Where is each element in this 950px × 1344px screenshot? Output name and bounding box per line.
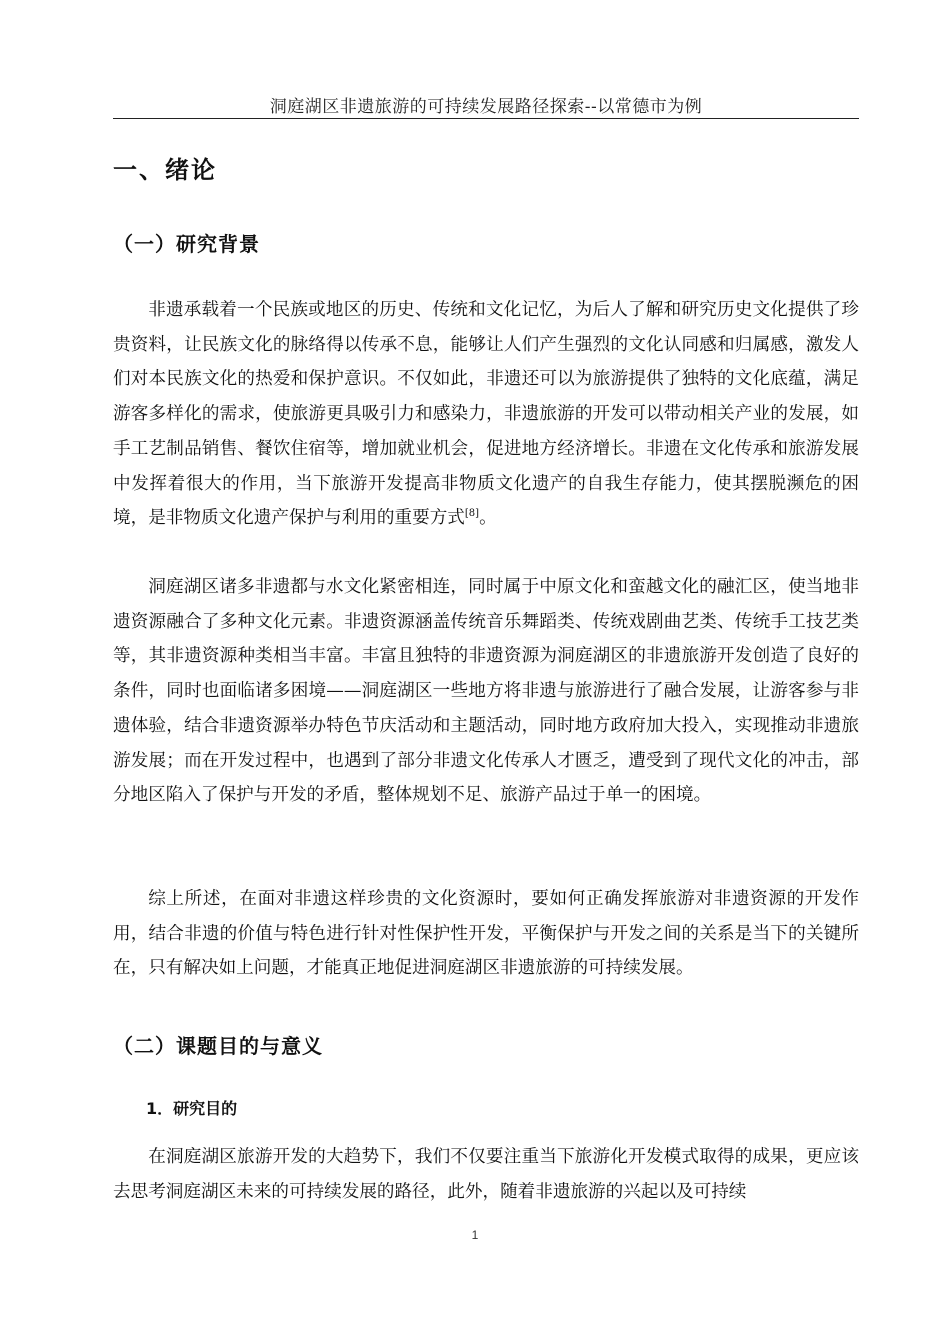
paragraph-background-3: [113, 882, 859, 986]
paragraph-research-purpose-1: [113, 1140, 859, 1209]
page-number: 1: [471, 1228, 479, 1242]
paragraph-text: 综上所述，在面对非遗这样珍贵的文化资源时，要如何正确发挥旅游对非遗资源的开发作用，结合非遗的价值与特色进行针对性保护性开发，平衡保护与开发之间的关系是当下的关键所在，只有解决如上问题，才能真正地促进洞庭湖区非遗旅游的可持续发展。: [113, 889, 859, 979]
paragraph-text: 在洞庭湖区旅游开发的大趋势下，我们不仅要注重当下旅游化开发模式取得的成果，更应该去思考洞庭湖区未来的可持续发展的路径，此外，随着非遗旅游的兴起以及可持续: [113, 1147, 859, 1202]
paragraph-text: 非遗承载着一个民族或地区的历史、传统和文化记忆，为后人了解和研究历史文化提供了珍贵资料，让民族文化的脉络得以传承不息，能够让人们产生强烈的文化认同感和归属感，激发人们对本民族文化的热爱和保护意识。不仅如此，非遗还可以为旅游提供了独特的文化底蕴，满足游客多样化的需求，使旅游更具吸引力和感染力，非遗旅游的开发可以带动相关产业的发展，如手工艺制品销售、餐饮住宿等，增加就业机会，促进地方经济增长。非遗在文化传承和旅游发展中发挥着很大的作用，当下旅游开发提高非物质文化遗产的自我生存能力，使其摆脱濒危的困境，是非物质文化遗产保护与利用的重要方式: [113, 300, 859, 529]
section-title-background: （一）研究背景: [113, 232, 260, 256]
paragraph-background-1: [113, 293, 859, 536]
running-header: 洞庭湖区非遗旅游的可持续发展路径探索--以常德市为例: [269, 97, 703, 117]
subsection-title-research-purpose: 1．研究目的: [146, 1099, 238, 1118]
header-rule: [113, 118, 859, 119]
paragraph-end-punct: 。: [479, 508, 497, 529]
paragraph-text: 洞庭湖区诸多非遗都与水文化紧密相连，同时属于中原文化和蛮越文化的融汇区，使当地非遗资源融合了多种文化元素。非遗资源涵盖传统音乐舞蹈类、传统戏剧曲艺类、传统手工技艺类等，其非遗资源种类相当丰富。丰富且独特的非遗资源为洞庭湖区的非遗旅游开发创造了良好的条件，同时也面临诸多困境——洞庭湖区一些地方将非遗与旅游进行了融合发展，让游客参与非遗体验，结合非遗资源举办特色节庆活动和主题活动，同时地方政府加大投入，实现推动非遗旅游发展；而在开发过程中，也遇到了部分非遗文化传承人才匮乏，遭受到了现代文化的冲击，部分地区陷入了保护与开发的矛盾，整体规划不足、旅游产品过于单一的困境。: [113, 577, 859, 806]
paragraph-background-2: [113, 570, 859, 813]
citation-ref: [8]: [464, 508, 480, 520]
chapter-title: 一、绪论: [113, 156, 217, 184]
section-title-purpose-significance: （二）课题目的与意义: [113, 1034, 323, 1058]
